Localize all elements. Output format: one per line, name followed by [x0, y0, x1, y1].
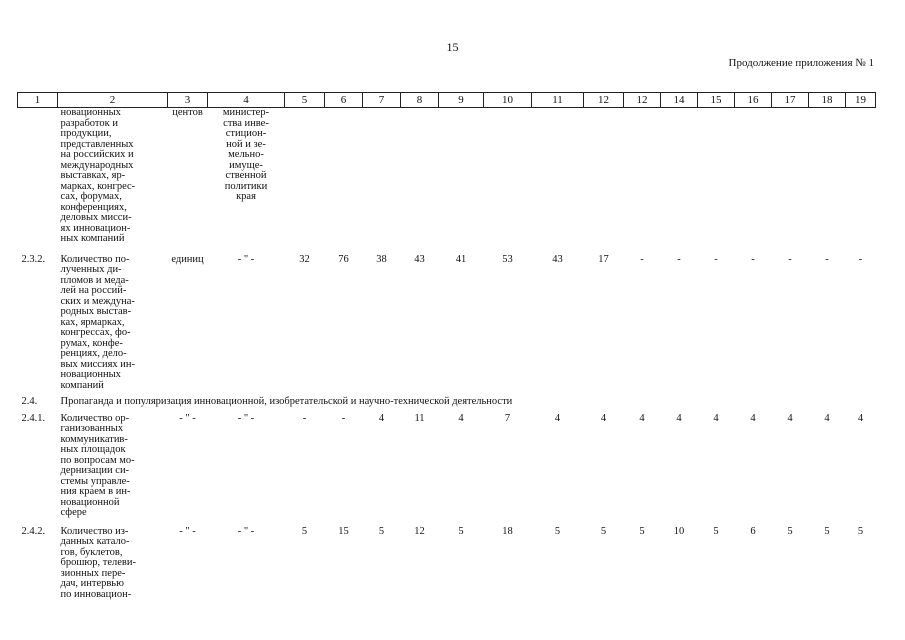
column-header: 7 — [363, 93, 401, 108]
table-body — [18, 108, 876, 601]
value-cell: 4 — [713, 412, 719, 424]
value-cell: 4 — [676, 412, 682, 424]
table-row — [18, 108, 876, 255]
value-cell: 5 — [639, 525, 645, 537]
row-number: 2.4. — [21, 396, 38, 407]
value-cell: 5 — [378, 525, 385, 537]
column-header: 6 — [325, 93, 363, 108]
value-cell: 17 — [598, 253, 609, 265]
value-cell: - — [858, 253, 863, 265]
column-header: 19 — [846, 93, 876, 108]
page-number: 15 — [446, 40, 459, 54]
column-header: 9 — [439, 93, 484, 108]
value-cell — [735, 108, 772, 255]
value-cell — [624, 108, 661, 255]
column-header: 16 — [735, 93, 772, 108]
value-cell: 6 — [750, 525, 756, 537]
column-header: 3 — [168, 93, 208, 108]
unit-of-measure: - " - — [179, 525, 196, 537]
table-row — [18, 527, 876, 601]
value-cell — [809, 108, 846, 255]
row-number: 2.4.2. — [21, 525, 46, 537]
row-number — [18, 108, 58, 255]
column-header: 8 — [401, 93, 439, 108]
column-header: 10 — [484, 93, 532, 108]
value-cell: 4 — [750, 412, 756, 424]
column-header: 12 — [624, 93, 661, 108]
indicator-name: Количество по- лученных ди- пломов и меда- лей на россий- ских и междуна- родных выстав- ках, ярмарках, конгрессах, фо- румах, конфе- ренциях, дело- вых миссиях ин- новационных компаний — [60, 253, 136, 391]
value-cell: 4 — [857, 412, 864, 424]
value-cell: 4 — [824, 412, 830, 424]
value-cell: 43 — [414, 253, 425, 265]
continuation-label: Продолжение приложения № 1 — [728, 57, 874, 69]
table-row — [18, 255, 876, 398]
table-row — [18, 397, 876, 414]
value-cell — [285, 108, 325, 255]
value-cell: 15 — [338, 525, 349, 537]
value-cell: 4 — [378, 412, 385, 424]
unit-of-measure: единиц — [171, 253, 204, 265]
value-cell: 18 — [502, 525, 513, 537]
value-cell: 5 — [301, 525, 308, 537]
value-cell: 5 — [554, 525, 561, 537]
appendix-table — [17, 92, 876, 600]
value-cell — [584, 108, 624, 255]
column-header: 2 — [58, 93, 168, 108]
value-cell: - — [640, 253, 644, 265]
unit-of-measure: - " - — [179, 412, 196, 424]
value-cell: 32 — [299, 253, 310, 265]
value-cell: - — [751, 253, 755, 265]
value-cell — [484, 108, 532, 255]
row-number: 2.4.1. — [21, 412, 46, 424]
value-cell: - — [302, 412, 307, 424]
value-cell: - — [341, 412, 346, 424]
column-header: 14 — [661, 93, 698, 108]
value-cell: - — [677, 253, 681, 265]
value-cell: 12 — [414, 525, 425, 537]
value-cell: 38 — [376, 253, 387, 265]
value-cell: - — [825, 253, 829, 265]
header-row — [18, 93, 876, 108]
column-header: 15 — [698, 93, 735, 108]
responsible-body: министер- ства инве- стицион- ной и зе- мельно- имуще- ственной политики края — [222, 107, 270, 202]
column-header: 12 — [584, 93, 624, 108]
column-header: 5 — [285, 93, 325, 108]
value-cell: 4 — [554, 412, 561, 424]
value-cell — [698, 108, 735, 255]
value-cell: - — [714, 253, 718, 265]
column-header: 18 — [809, 93, 846, 108]
value-cell: - — [788, 253, 792, 265]
responsible-body: - " - — [237, 525, 255, 537]
column-header: 1 — [18, 93, 58, 108]
value-cell: 4 — [639, 412, 645, 424]
value-cell — [325, 108, 363, 255]
value-cell: 43 — [552, 253, 563, 265]
value-cell: 11 — [414, 412, 425, 424]
value-cell: 7 — [504, 412, 511, 424]
value-cell: 4 — [787, 412, 793, 424]
value-cell — [363, 108, 401, 255]
value-cell — [661, 108, 698, 255]
responsible-body: - " - — [237, 412, 255, 424]
value-cell: 4 — [458, 412, 464, 424]
section-title: Пропаганда и популяризация инновационной, изобретательской и научно-технической деятельности — [60, 396, 513, 407]
row-number: 2.3.2. — [21, 253, 46, 265]
value-cell: 41 — [455, 253, 467, 265]
value-cell — [401, 108, 439, 255]
indicator-name: новационных разработок и продукции, представленных на российских и международных выставках, яр- марках, конгрес- сах, форумах, конференциях, деловых мисси- ях инновацион- ных компаний — [60, 107, 136, 244]
indicator-name: Количество ор- ганизованных коммуникатив- ных площадок по вопросам мо- дернизации си- стемы управле- ния краем в ин- новационной сфере — [60, 412, 135, 518]
value-cell — [532, 108, 584, 255]
value-cell: 5 — [713, 525, 719, 537]
table-row — [18, 414, 876, 527]
value-cell: 4 — [600, 412, 607, 424]
value-cell: 5 — [824, 525, 830, 537]
value-cell — [846, 108, 876, 255]
column-header: 17 — [772, 93, 809, 108]
value-cell: 53 — [502, 253, 513, 265]
value-cell: 76 — [338, 253, 349, 265]
value-cell: 5 — [600, 525, 607, 537]
column-header: 11 — [532, 93, 584, 108]
value-cell: 5 — [857, 525, 864, 537]
column-header: 4 — [208, 93, 285, 108]
responsible-body: - " - — [237, 253, 255, 265]
value-cell: 10 — [673, 525, 685, 537]
value-cell: 5 — [787, 525, 793, 537]
indicator-name: Количество из- данных катало- гов, буклетов, брошюр, телеви- зионных пере- дач, интервью по инновацион- — [60, 525, 136, 600]
value-cell: 5 — [458, 525, 464, 537]
value-cell — [439, 108, 484, 255]
unit-of-measure: центов — [172, 107, 203, 118]
value-cell — [772, 108, 809, 255]
